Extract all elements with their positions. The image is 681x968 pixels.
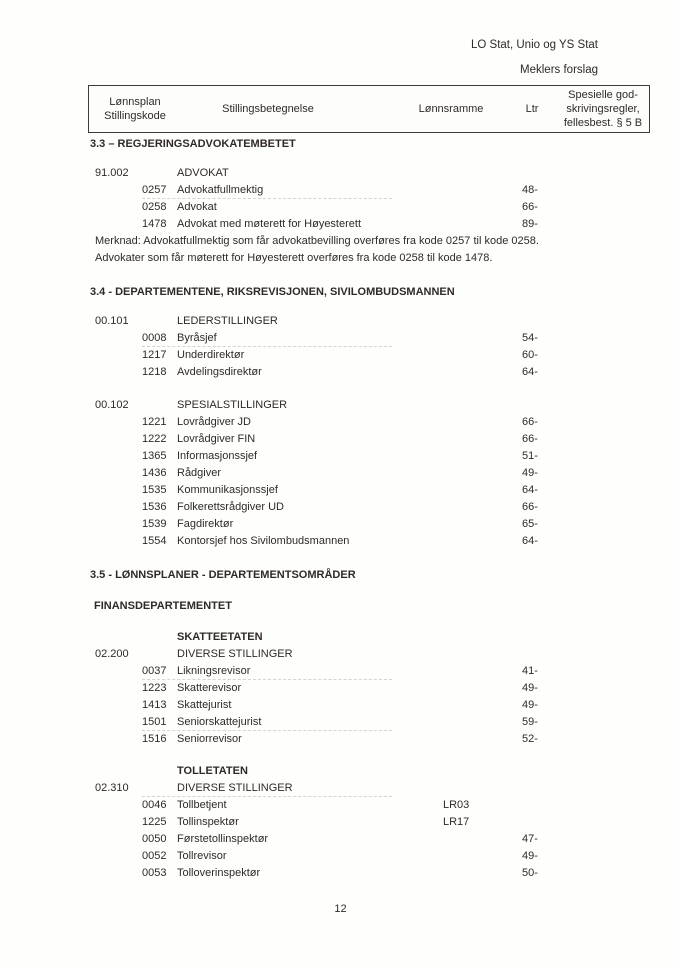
- position-title: Skattejurist: [177, 699, 232, 711]
- position-ltr: 66-: [522, 433, 538, 445]
- position-row: [88, 814, 650, 831]
- position-lonnsramme: LR03: [443, 799, 470, 811]
- position-title: Seniorskattejurist: [177, 716, 262, 728]
- position-title: Lovrådgiver FIN: [177, 433, 256, 445]
- position-ltr: 89-: [522, 218, 538, 230]
- position-title: Førstetollinspektør: [177, 833, 269, 845]
- lonnsplan-row: [88, 780, 650, 797]
- lonnsplan-code: 02.310: [95, 782, 129, 794]
- position-row: [88, 831, 650, 848]
- position-lonnsramme: [443, 431, 522, 448]
- position-lonnsramme: [443, 347, 522, 364]
- column-header-spesielle: [564, 88, 642, 130]
- column-header-stillingsbetegnelse: Stillingsbetegnelse: [222, 103, 314, 115]
- position-row: [88, 216, 650, 233]
- lonnsplan-name: DIVERSE STILLINGER: [177, 782, 293, 794]
- position-ltr: 66-: [522, 501, 538, 513]
- section-heading: 3.5 - LØNNSPLANER - DEPARTEMENTSOMRÅDER: [90, 569, 356, 581]
- agency-heading-row: [88, 763, 650, 780]
- position-code: 1478: [142, 218, 167, 230]
- position-code: 1221: [142, 416, 167, 428]
- agency-heading: TOLLETATEN: [177, 765, 248, 777]
- position-ltr: 64-: [522, 535, 538, 547]
- position-title: Byråsjef: [177, 332, 217, 344]
- position-row: [88, 182, 650, 199]
- position-ltr: 49-: [522, 699, 538, 711]
- agency-heading-row: [88, 629, 650, 646]
- position-ltr: [522, 797, 572, 814]
- position-row: [88, 347, 650, 364]
- position-code: 0050: [142, 833, 167, 845]
- position-ltr: 64-: [522, 484, 538, 496]
- position-code: 1535: [142, 484, 167, 496]
- position-lonnsramme: [443, 499, 522, 516]
- position-code: 0258: [142, 201, 167, 213]
- lonnsplan-name: LEDERSTILLINGER: [177, 315, 278, 327]
- position-title: Advokatfullmektig: [177, 184, 264, 196]
- position-code: 0053: [142, 867, 167, 879]
- position-row: [88, 414, 650, 431]
- lonnsplan-row: [88, 165, 650, 182]
- position-title: Underdirektør: [177, 349, 245, 361]
- section-heading: 3.3 – REGJERINGSADVOKATEMBETET: [90, 138, 296, 150]
- page-number: 12: [334, 903, 347, 915]
- position-title: Kontorsjef hos Sivilombudsmannen: [177, 535, 350, 547]
- position-row: [88, 714, 650, 731]
- position-code: 1222: [142, 433, 167, 445]
- position-lonnsramme: [443, 516, 522, 533]
- lonnsplan-code: 00.101: [95, 315, 129, 327]
- position-ltr: 54-: [522, 332, 538, 344]
- position-ltr: 50-: [522, 867, 538, 879]
- position-lonnsramme: [443, 533, 522, 550]
- position-ltr: 65-: [522, 518, 538, 530]
- position-title: Seniorrevisor: [177, 733, 242, 745]
- position-code: 1539: [142, 518, 167, 530]
- table-body: [88, 136, 650, 882]
- position-code: 1516: [142, 733, 167, 745]
- column-header-lonnsplan-line2: Stillingskode: [104, 110, 166, 122]
- column-header-spesielle-line3: fellesbest. § 5 B: [563, 117, 643, 129]
- position-lonnsramme: [443, 482, 522, 499]
- position-lonnsramme: [443, 831, 522, 848]
- position-ltr: 66-: [522, 416, 538, 428]
- position-title: Fagdirektør: [177, 518, 234, 530]
- position-title: Tollbetjent: [177, 799, 227, 811]
- position-row: [88, 731, 650, 748]
- position-lonnsramme: [443, 663, 522, 680]
- position-row: [88, 516, 650, 533]
- column-header-spesielle-line1: Spesielle god-: [568, 89, 638, 101]
- position-row: [88, 533, 650, 550]
- position-code: 1413: [142, 699, 167, 711]
- position-ltr: 52-: [522, 733, 538, 745]
- position-title: Tolloverinspektør: [177, 867, 261, 879]
- column-header-lonnsramme: Lønnsramme: [418, 103, 484, 115]
- position-title: Folkerettsrådgiver UD: [177, 501, 284, 513]
- column-header-ltr: Ltr: [525, 103, 539, 115]
- position-code: 0008: [142, 332, 167, 344]
- position-lonnsramme: LR17: [443, 816, 470, 828]
- column-header-lonnsplan-line1: Lønnsplan: [109, 96, 161, 108]
- position-row: [88, 364, 650, 381]
- position-lonnsramme: [443, 330, 522, 347]
- note-line: Advokater som får møterett for Høyesterett overføres fra kode 0258 til kode 1478.: [95, 252, 493, 264]
- position-code: 1554: [142, 535, 167, 547]
- doc-header: [88, 38, 650, 78]
- position-title: Avdelingsdirektør: [177, 366, 262, 378]
- doc-header-parties: LO Stat, Unio og YS Stat: [471, 39, 598, 51]
- position-code: 0046: [142, 799, 167, 811]
- position-code: 0052: [142, 850, 167, 862]
- position-lonnsramme: [443, 848, 522, 865]
- position-row: [88, 663, 650, 680]
- position-row: [88, 865, 650, 882]
- position-code: 1218: [142, 366, 167, 378]
- position-row: [88, 431, 650, 448]
- position-code: 1536: [142, 501, 167, 513]
- section-heading: 3.4 - DEPARTEMENTENE, RIKSREVISJONEN, SIVILOMBUDSMANNEN: [90, 286, 455, 298]
- position-title: Advokat med møterett for Høyesterett: [177, 218, 362, 230]
- position-ltr: 64-: [522, 366, 538, 378]
- column-header-spesielle-line2: skrivingsregler,: [566, 103, 640, 115]
- position-row: [88, 697, 650, 714]
- position-title: Informasjonssjef: [177, 450, 258, 462]
- agency-heading: SKATTEETATEN: [177, 631, 263, 643]
- position-code: 1223: [142, 682, 167, 694]
- position-row: [88, 680, 650, 697]
- position-lonnsramme: [443, 465, 522, 482]
- position-code: 0037: [142, 665, 167, 677]
- position-row: [88, 482, 650, 499]
- position-title: Lovrådgiver JD: [177, 416, 251, 428]
- position-code: 1501: [142, 716, 167, 728]
- position-title: Kommunikasjonssjef: [177, 484, 278, 496]
- position-row: [88, 448, 650, 465]
- note-line: Merknad: Advokatfullmektig som får advokatbevilling overføres fra kode 0257 til kode 0258.: [95, 235, 539, 247]
- position-row: [88, 499, 650, 516]
- position-ltr: 59-: [522, 716, 538, 728]
- position-ltr: 47-: [522, 833, 538, 845]
- lonnsplan-code: 00.102: [95, 399, 129, 411]
- position-title: Skatterevisor: [177, 682, 242, 694]
- position-code: 1436: [142, 467, 167, 479]
- position-lonnsramme: [443, 697, 522, 714]
- column-header-lonnsplan: [104, 95, 166, 123]
- lonnsplan-name: SPESIALSTILLINGER: [177, 399, 288, 411]
- position-ltr: 49-: [522, 682, 538, 694]
- position-ltr: 51-: [522, 450, 538, 462]
- lonnsplan-name: DIVERSE STILLINGER: [177, 648, 293, 660]
- position-title: Advokat: [177, 201, 217, 213]
- position-ltr: 66-: [522, 201, 538, 213]
- lonnsplan-row: [88, 646, 650, 663]
- position-ltr: 49-: [522, 850, 538, 862]
- position-row: [88, 797, 650, 814]
- department-heading: FINANSDEPARTEMENTET: [94, 600, 232, 612]
- position-lonnsramme: [443, 182, 522, 199]
- position-lonnsramme: [443, 199, 522, 216]
- position-lonnsramme: [443, 865, 522, 882]
- position-lonnsramme: [443, 448, 522, 465]
- position-ltr: 49-: [522, 467, 538, 479]
- lonnsplan-code: 02.200: [95, 648, 129, 660]
- position-lonnsramme: [443, 680, 522, 697]
- position-title: Likningsrevisor: [177, 665, 251, 677]
- position-ltr: [522, 814, 572, 831]
- position-row: [88, 199, 650, 216]
- position-title: Tollinspektør: [177, 816, 239, 828]
- position-lonnsramme: [443, 731, 522, 748]
- position-code: 1217: [142, 349, 167, 361]
- position-lonnsramme: [443, 714, 522, 731]
- position-title: Tollrevisor: [177, 850, 227, 862]
- position-ltr: 41-: [522, 665, 538, 677]
- position-row: [88, 848, 650, 865]
- lonnsplan-code: 91.002: [95, 167, 129, 179]
- position-lonnsramme: [443, 364, 522, 381]
- position-row: [88, 465, 650, 482]
- position-ltr: 48-: [522, 184, 538, 196]
- doc-header-subtitle: Meklers forslag: [520, 64, 598, 76]
- position-title: Rådgiver: [177, 467, 222, 479]
- position-code: 1365: [142, 450, 167, 462]
- lonnsplan-row: [88, 313, 650, 330]
- position-code: 1225: [142, 816, 167, 828]
- position-ltr: 60-: [522, 349, 538, 361]
- position-lonnsramme: [443, 216, 522, 233]
- lonnsplan-row: [88, 397, 650, 414]
- position-lonnsramme: [443, 414, 522, 431]
- position-row: [88, 330, 650, 347]
- position-code: 0257: [142, 184, 167, 196]
- lonnsplan-name: ADVOKAT: [177, 167, 229, 179]
- table-header: [88, 85, 650, 133]
